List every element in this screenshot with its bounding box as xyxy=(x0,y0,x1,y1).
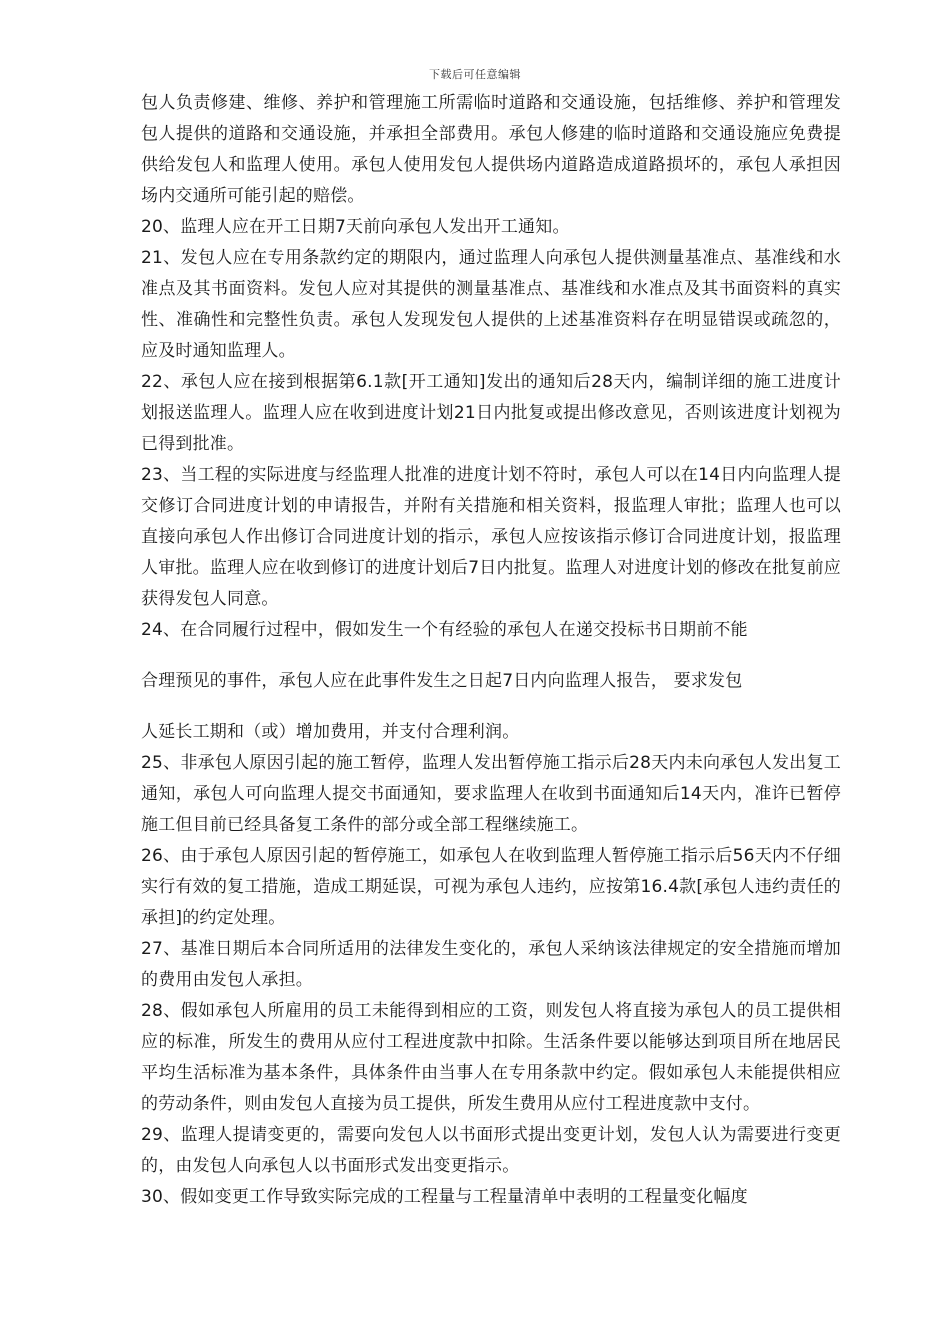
clause-23: 23、当工程的实际进度与经监理人批准的进度计划不符时，承包人可以在14日内向监理人提交修订合同进度计划的申请报告，并附有关措施和相关资料，报监理人审批；监理人也可以直接向承包人作出修订合同进度计划的指示，承包人应按该指示修订合同进度计划，报监理人审批。监理人应在收到修订的进度计划后7日内批复。监理人对进度计划的修改在批复前应获得发包人同意。 xyxy=(141,465,841,609)
clause-26: 26、由于承包人原因引起的暂停施工，如承包人在收到监理人暂停施工指示后56天内不仔细实行有效的复工措施，造成工期延误，可视为承包人违约，应按第16.4款[承包人违约责任的承担]的约定处理。 xyxy=(141,846,841,928)
clause-20: 20、监理人应在开工日期7天前向承包人发出开工通知。 xyxy=(141,217,570,237)
clause-21: 21、发包人应在专用条款约定的期限内，通过监理人向承包人提供测量基准点、基准线和水准点及其书面资料。发包人应对其提供的测量基准点、基准线和水准点及其书面资料的真实性、准确性和完整性负责。承包人发现发包人提供的上述基准资料存在明显错误或疏忽的，应及时通知监理人。 xyxy=(141,248,841,361)
clause-22: 22、承包人应在接到根据第6.1款[开工通知]发出的通知后28天内，编制详细的施工进度计划报送监理人。监理人应在收到进度计划21日内批复或提出修改意见，否则该进度计划视为已得到批准。 xyxy=(141,372,841,454)
clause-24-line-1: 24、在合同履行过程中，假如发生一个有经验的承包人在递交投标书日期前不能 xyxy=(141,620,748,640)
page-header-note: 下载后可任意编辑 xyxy=(429,68,521,81)
clause-28: 28、假如承包人所雇用的员工未能得到相应的工资，则发包人将直接为承包人的员工提供相应的标准，所发生的费用从应付工程进度款中扣除。生活条件要以能够达到项目所在地居民平均生活标准为基本条件，具体条件由当事人在专用条款中约定。假如承包人未能提供相应的劳动条件，则由发包人直接为员工提供，所发生费用从应付工程进度款中支付。 xyxy=(141,1001,841,1114)
clause-24-line-2: 合理预见的事件，承包人应在此事件发生之日起7日内向监理人报告， 要求发包 xyxy=(141,671,743,691)
clause-30: 30、假如变更工作导致实际完成的工程量与工程量清单中表明的工程量变化幅度 xyxy=(141,1187,748,1207)
clause-25: 25、非承包人原因引起的施工暂停，监理人发出暂停施工指示后28天内未向承包人发出复工通知，承包人可向监理人提交书面通知，要求监理人在收到书面通知后14天内，准许已暂停施工但目前已经具备复工条件的部分或全部工程继续施工。 xyxy=(141,753,841,835)
clause-29: 29、监理人提请变更的，需要向发包人以书面形式提出变更计划，发包人认为需要进行变更的，由发包人向承包人以书面形式发出变更指示。 xyxy=(141,1125,841,1176)
clause-27: 27、基准日期后本合同所适用的法律发生变化的，承包人采纳该法律规定的安全措施而增加的费用由发包人承担。 xyxy=(141,939,841,990)
document-body xyxy=(141,88,841,1213)
clause-24-line-3: 人延长工期和（或）增加费用，并支付合理利润。 xyxy=(141,722,520,742)
paragraph-continued: 包人负责修建、维修、养护和管理施工所需临时道路和交通设施，包括维修、养护和管理发包人提供的道路和交通设施，并承担全部费用。承包人修建的临时道路和交通设施应免费提供给发包人和监理人使用。承包人使用发包人提供场内道路造成道路损坏的，承包人承担因场内交通所可能引起的赔偿。 xyxy=(141,93,841,206)
